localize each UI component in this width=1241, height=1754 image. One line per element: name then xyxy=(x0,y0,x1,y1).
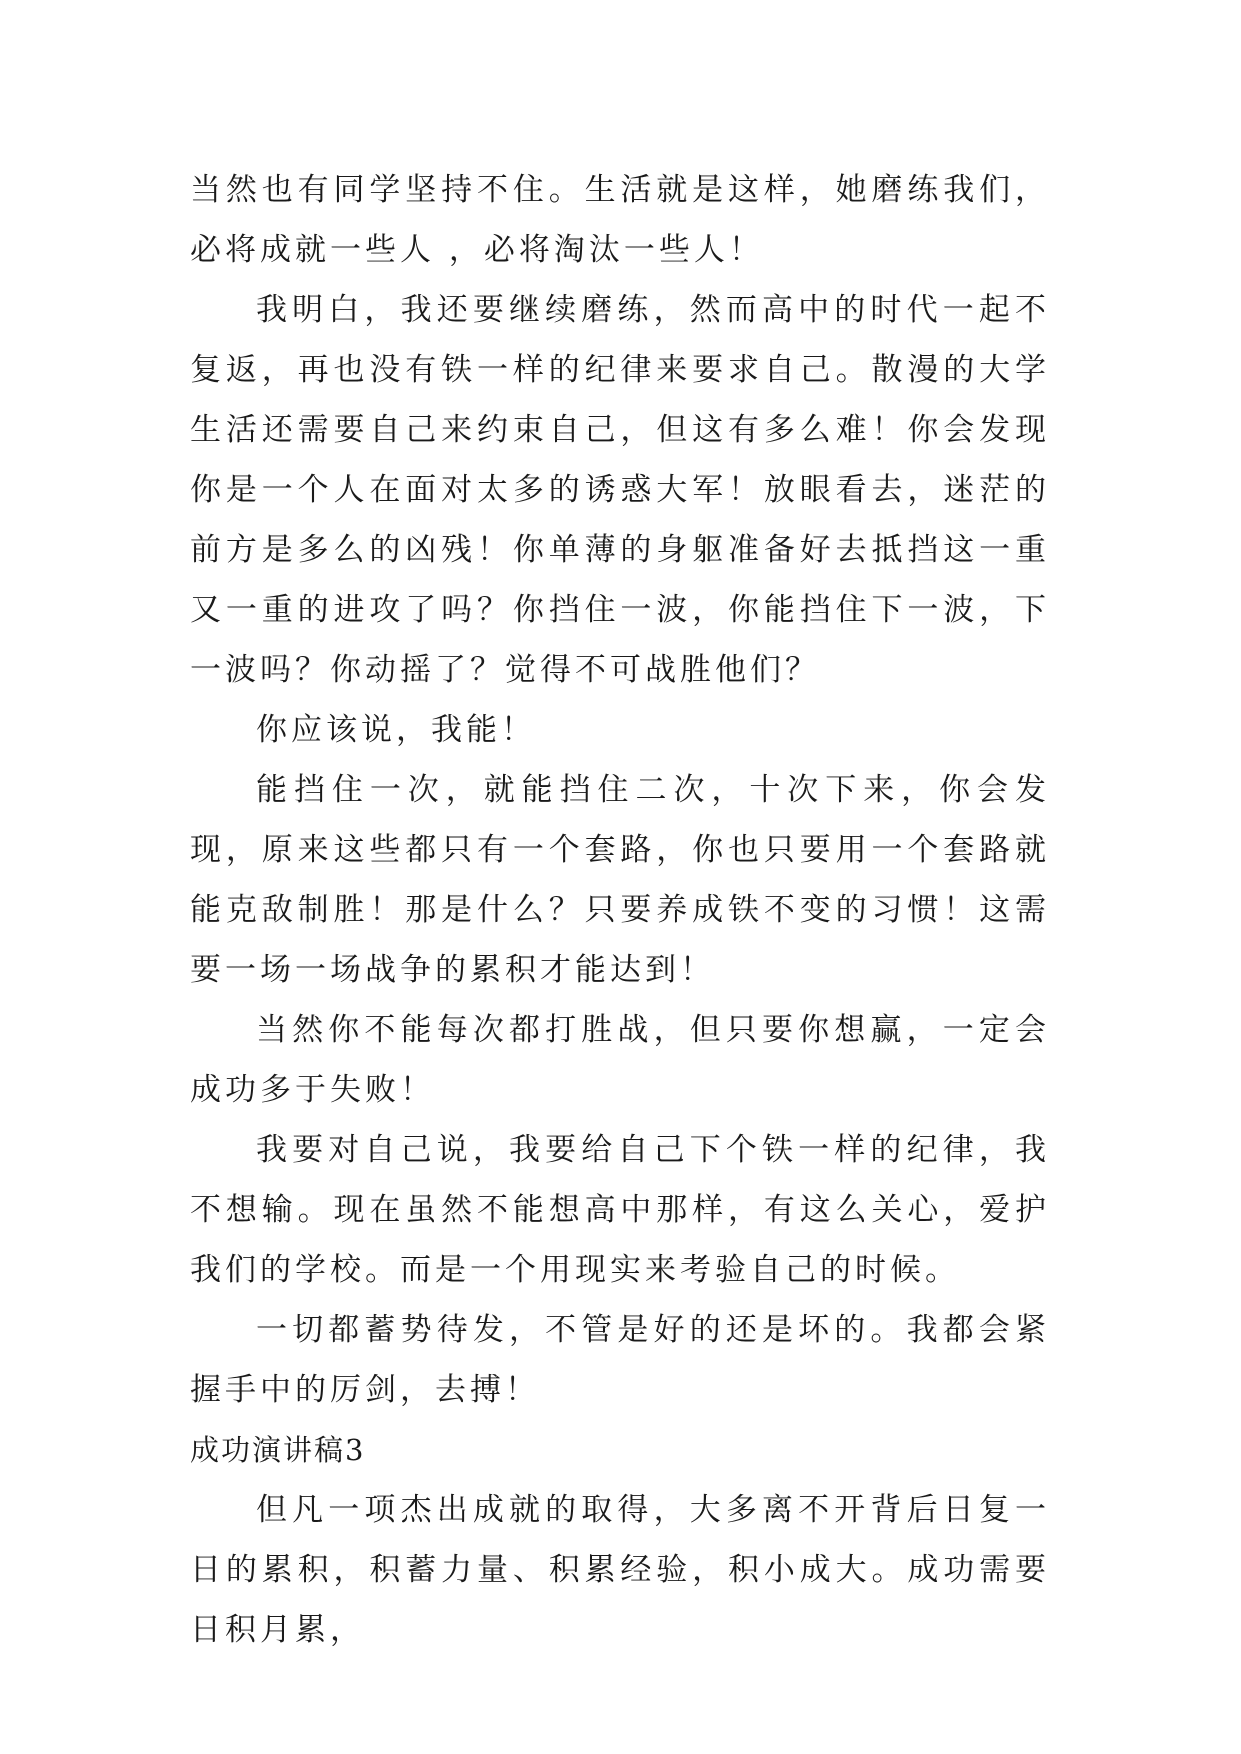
paragraph: 但凡一项杰出成就的取得，大多离不开背后日复一日的累积，积蓄力量、积累经验，积小成大。成功需要日积月累， xyxy=(190,1492,1050,1648)
paragraph: 我明白，我还要继续磨练，然而高中的时代一起不复返，再也没有铁一样的纪律来要求自己。散漫的大学生活还需要自己来约束自己，但这有多么难！你会发现你是一个人在面对太多的诱惑大军！放眼看去，迷茫的前方是多么的凶残！你单薄的身躯准备好去抵挡这一重又一重的进攻了吗？你挡住一波，你能挡住下一波，下一波吗？你动摇了？觉得不可战胜他们？ xyxy=(190,292,1050,688)
section-title: 成功演讲稿3 xyxy=(190,1433,366,1467)
paragraph: 一切都蓄势待发，不管是好的还是坏的。我都会紧握手中的厉剑，去搏！ xyxy=(190,1312,1050,1408)
paragraph: 你应该说，我能！ xyxy=(256,712,536,748)
document-body xyxy=(190,160,1050,1660)
paragraph: 当然你不能每次都打胜战，但只要你想赢，一定会成功多于失败！ xyxy=(190,1012,1050,1108)
paragraph: 我要对自己说，我要给自己下个铁一样的纪律，我不想输。现在虽然不能想高中那样，有这么关心，爱护我们的学校。而是一个用现实来考验自己的时候。 xyxy=(190,1132,1050,1288)
paragraph: 当然也有同学坚持不住。生活就是这样，她磨练我们，必将成就一些人 ，必将淘汰一些人！ xyxy=(190,172,1050,268)
paragraph: 能挡住一次，就能挡住二次，十次下来，你会发现，原来这些都只有一个套路，你也只要用一个套路就能克敌制胜！那是什么？只要养成铁不变的习惯！这需要一场一场战争的累积才能达到！ xyxy=(190,772,1050,988)
